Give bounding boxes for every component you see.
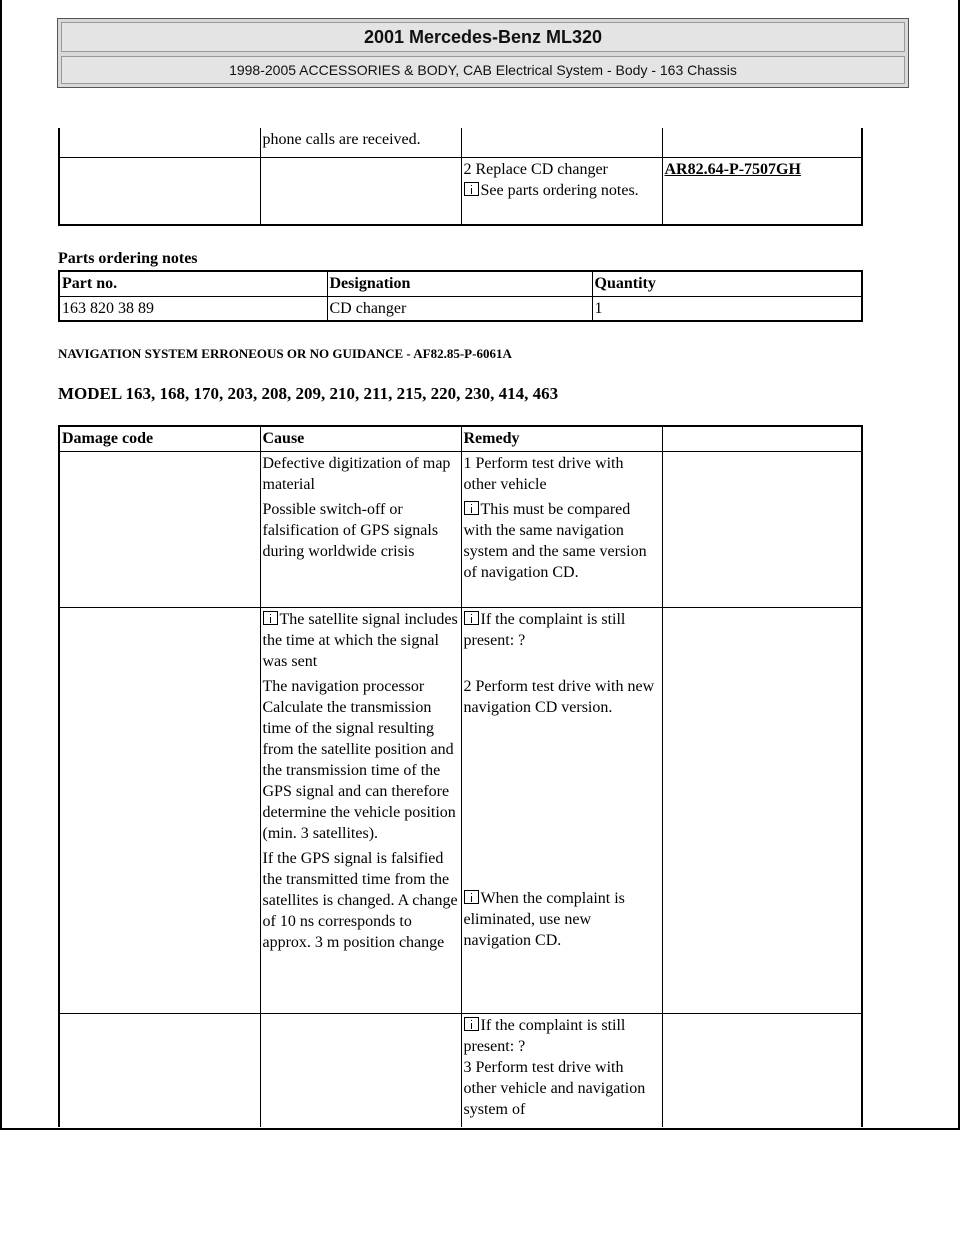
- info-icon: [464, 890, 479, 904]
- nav-section-title: NAVIGATION SYSTEM ERRONEOUS OR NO GUIDANCE - AF82.85-P-6061A: [58, 346, 512, 361]
- remedy-cell: [461, 1013, 662, 1127]
- designation-cell: CD changer: [327, 296, 592, 321]
- header-subtitle: 1998-2005 ACCESSORIES & BODY, CAB Electrical System - Body - 163 Chassis: [61, 56, 905, 84]
- link-cell: [662, 157, 862, 225]
- table-cell: [662, 451, 862, 607]
- remedy-cell: [461, 451, 662, 607]
- column-header: Damage code: [59, 426, 260, 451]
- quantity-cell: 1: [592, 296, 862, 321]
- column-header: Remedy: [461, 426, 662, 451]
- table-cell: [260, 1013, 461, 1127]
- remedy-note: When the complaint is eliminated, use new navigation CD.: [463, 889, 625, 949]
- remedy-note: If the complaint is still present: ?: [463, 610, 626, 649]
- remedy-note: If the complaint is still present: ?: [463, 1016, 626, 1055]
- cause-text: If the GPS signal is falsified the transmitted time from the satellites is changed. A change of 10 ns corresponds to approx. 3 m position change: [262, 849, 458, 951]
- table-cell: [59, 451, 260, 607]
- info-icon: [464, 1017, 479, 1031]
- cause-note: The satellite signal includes the time at which the signal was sent: [262, 610, 458, 670]
- table-header-row: [59, 426, 862, 451]
- remedy-step: 3 Perform test drive with other vehicle and navigation system of: [463, 1058, 646, 1118]
- table-cell: [59, 607, 260, 1013]
- column-header: [662, 426, 862, 451]
- document-link[interactable]: AR82.64-P-7507GH: [664, 160, 801, 178]
- cause-cell: phone calls are received.: [260, 128, 461, 157]
- page-frame-bottom: [0, 1128, 960, 1130]
- model-title: MODEL 163, 168, 170, 203, 208, 209, 210, 211, 215, 220, 230, 414, 463: [58, 384, 559, 403]
- table-row: [59, 296, 862, 321]
- parts-table: [58, 270, 863, 322]
- column-header: Quantity: [592, 271, 862, 296]
- table-row: [59, 607, 862, 1013]
- remedy-cell: [461, 607, 662, 1013]
- table-cell: [260, 157, 461, 225]
- table-cell: [59, 128, 260, 157]
- table-row: [59, 128, 862, 157]
- damage-table: [58, 425, 863, 1127]
- remedy-table-continued: [58, 128, 863, 226]
- column-header: Designation: [327, 271, 592, 296]
- parts-section-title: Parts ordering notes: [58, 250, 198, 267]
- remedy-step: 1 Perform test drive with other vehicle: [463, 454, 624, 493]
- info-icon: [464, 501, 479, 515]
- cause-text: The navigation processor Calculate the transmission time of the signal resulting from the satellite position and the transmission time of the GPS signal and can therefore determine the vehicle position (min. 3 satellites).: [262, 677, 456, 842]
- info-icon: [263, 611, 278, 625]
- table-header-row: [59, 271, 862, 296]
- page-frame-left: [0, 0, 2, 1128]
- column-header: Part no.: [59, 271, 327, 296]
- table-cell: [662, 128, 862, 157]
- table-cell: [662, 607, 862, 1013]
- table-row: [59, 157, 862, 225]
- table-cell: [59, 1013, 260, 1127]
- remedy-note: This must be compared with the same navigation system and the same version of navigation CD.: [463, 500, 647, 581]
- info-icon: [464, 182, 479, 196]
- table-cell: [662, 1013, 862, 1127]
- remedy-step: 2 Replace CD changer: [463, 160, 608, 178]
- cause-text: Possible switch-off or falsification of GPS signals during worldwide crisis: [262, 500, 439, 560]
- cause-text: Defective digitization of map material: [262, 454, 451, 493]
- cause-cell: [260, 451, 461, 607]
- cause-cell: [260, 607, 461, 1013]
- column-header: Cause: [260, 426, 461, 451]
- header-title: 2001 Mercedes-Benz ML320: [61, 22, 905, 52]
- part-number-cell: 163 820 38 89: [59, 296, 327, 321]
- remedy-cell: [461, 157, 662, 225]
- info-icon: [464, 611, 479, 625]
- remedy-note: See parts ordering notes.: [464, 180, 660, 201]
- page-header: [57, 18, 909, 88]
- table-row: [59, 1013, 862, 1127]
- table-row: [59, 451, 862, 607]
- table-cell: [59, 157, 260, 225]
- remedy-step: 2 Perform test drive with new navigation CD version.: [463, 677, 655, 716]
- table-cell: [461, 128, 662, 157]
